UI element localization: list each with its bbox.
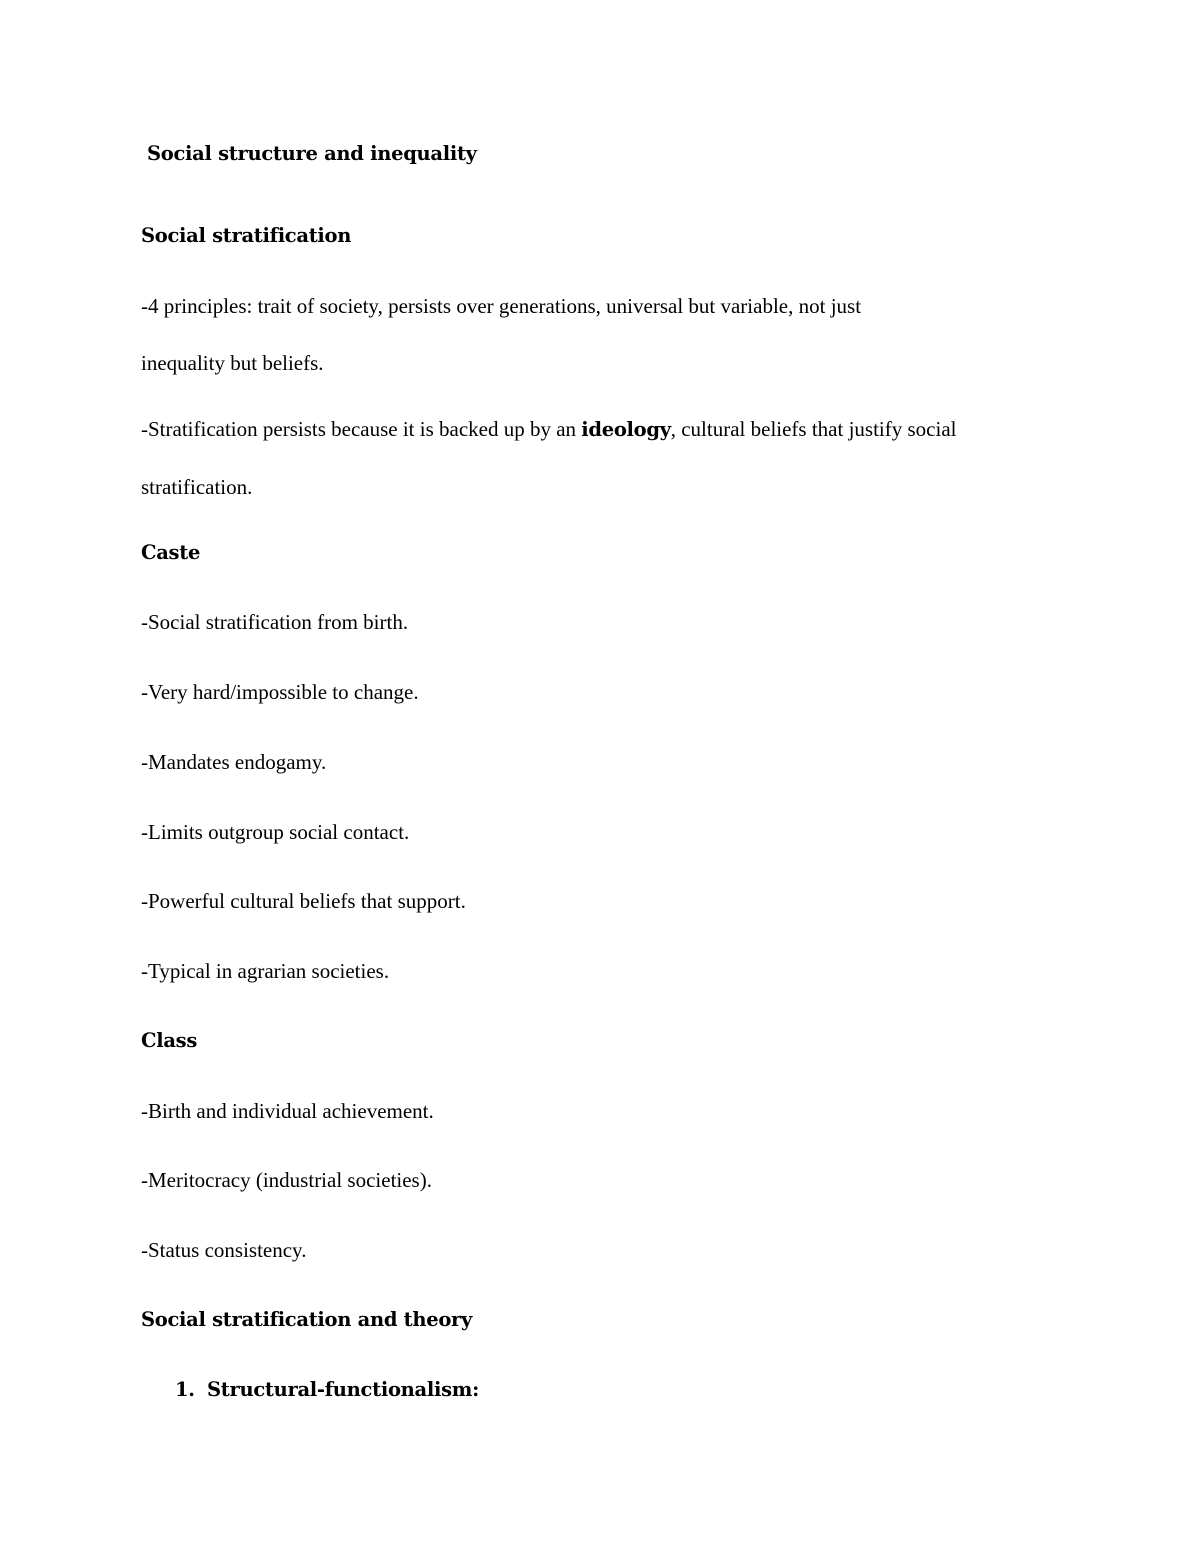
caste-item: -Typical in agrarian societies. [141, 959, 390, 983]
class-item: -Meritocracy (industrial societies). [141, 1168, 432, 1192]
list-item-text: Structural-functionalism: [207, 1378, 479, 1401]
class-item: -Birth and individual achievement. [141, 1099, 434, 1123]
paragraph-principles-line1: -4 principles: trait of society, persists over generations, universal but variable, not just [141, 294, 862, 318]
paragraph-ideology-text-before: -Stratification persists because it is backed up by an [141, 417, 582, 441]
heading-stratification-theory: Social stratification and theory [141, 1308, 473, 1331]
list-number: 1. [175, 1378, 195, 1401]
caste-item: -Social stratification from birth. [141, 610, 409, 634]
caste-item: -Very hard/impossible to change. [141, 680, 419, 704]
paragraph-ideology-line1 [141, 416, 957, 443]
paragraph-ideology-line2: stratification. [141, 475, 253, 499]
heading-social-stratification: Social stratification [141, 224, 352, 247]
paragraph-principles-line2: inequality but beliefs. [141, 351, 324, 375]
numbered-list-item [175, 1377, 479, 1403]
document-title: Social structure and inequality [147, 142, 477, 165]
heading-caste: Caste [141, 541, 201, 564]
caste-item: -Limits outgroup social contact. [141, 820, 410, 844]
heading-class: Class [141, 1029, 198, 1052]
caste-item: -Powerful cultural beliefs that support. [141, 889, 466, 913]
paragraph-ideology-text-after: , cultural beliefs that justify social [670, 417, 957, 441]
ideology-term: ideology [581, 418, 671, 441]
caste-item: -Mandates endogamy. [141, 750, 327, 774]
class-item: -Status consistency. [141, 1238, 307, 1262]
